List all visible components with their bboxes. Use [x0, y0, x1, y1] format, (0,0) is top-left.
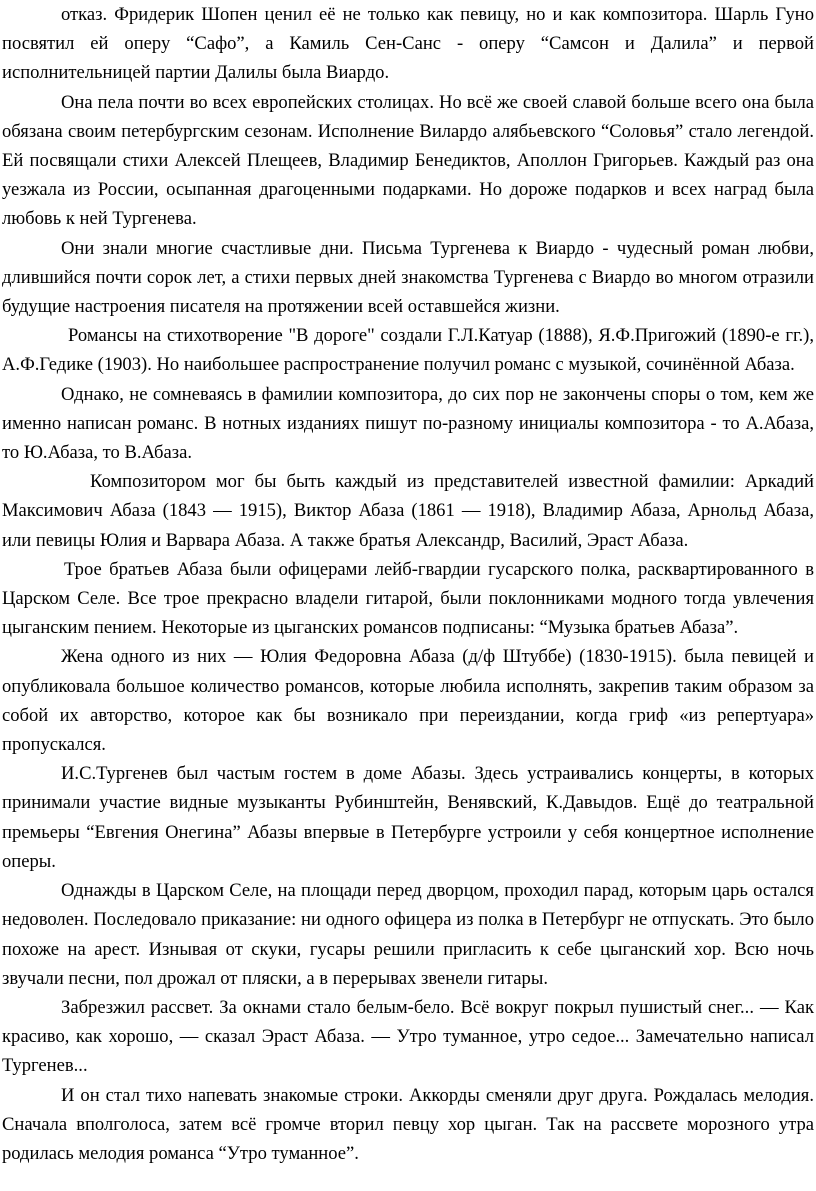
paragraph-10: Однажды в Царском Селе, на площади перед дворцом, проходил парад, которым царь остался недоволен. Последовало приказание: ни одного офицера из полка в Петербург не отпускать. Это было похоже на арест. Изнывая от скуки, гусары решили пригласить к себе цыганский хор. Всю ночь звучали песни, пол дрожал от пляски, а в перерывах звенели гитары.	[2, 880, 814, 989]
paragraph-11: Забрезжил рассвет. За окнами стало белым-бело. Всё вокруг покрыл пушистый снег... — Как красиво, как хорошо, — сказал Эраст Абаза. — Утро туманное, утро седое... Замечательно написал Тургенев...	[2, 996, 814, 1077]
paragraph-1: отказ. Фридерик Шопен ценил её не только как певицу, но и как композитора. Шарль Гуно посвятил ей оперу “Сафо”, а Камиль Сен-Санс - оперу “Самсон и Далила” и первой исполнительницей партии Далилы была Виардо.	[2, 4, 814, 84]
paragraph-5: Однако, не сомневаясь в фамилии композитора, до сих пор не закончены споры о том, кем же именно написан романс. В нотных изданиях пишут по-разному инициалы композитора - то А.Абаза, то Ю.Абаза, то В.Абаза.	[2, 383, 814, 464]
paragraph-8: Жена одного из них — Юлия Федоровна Абаза (д/ф Штуббе) (1830-1915). была певицей и опубликовала большое количество романсов, которые любила исполнять, закрепив таким образом за собой их авторство, которое как бы возникало при переиздании, когда гриф «из репертуара» пропускался.	[2, 646, 814, 756]
paragraph-4: Романсы на стихотворение "В дороге" создали Г.Л.Катуар (1888), Я.Ф.Пригожий (1890-е гг.), А.Ф.Гедике (1903). Но наибольшее распространение получил романс с музыкой, сочинённой Абаза.	[2, 325, 814, 376]
paragraph-6: Композитором мог бы быть каждый из представителей известной фамилии: Аркадий Максимович Абаза (1843 — 1915), Виктор Абаза (1861 — 1918), Владимир Абаза, Арнольд Абаза, или певицы Юлия и Варвара Абаза. А также братья Александр, Василий, Эраст Абаза.	[2, 471, 814, 551]
paragraph-3: Они знали многие счастливые дни. Письма Тургенева к Виардо - чудесный роман любви, длившийся почти сорок лет, а стихи первых дней знакомства Тургенева с Виардо во многом отразили будущие настроения писателя на протяжении всей оставшейся жизни.	[2, 237, 814, 318]
paragraph-12: И он стал тихо напевать знакомые строки. Аккорды сменяли друг друга. Рождалась мелодия. Сначала вполголоса, затем всё громче вторил певцу хор цыган. Так на рассвете морозного утра родилась мелодия романса “Утро туманное”.	[2, 1084, 814, 1164]
document-page	[2, 0, 814, 1168]
paragraph-2: Она пела почти во всех европейских столицах. Но всё же своей славой больше всего она была обязана своим петербургским сезонам. Исполнение Вилардо алябьевского “Соловья” стало легендой. Ей посвящали стихи Алексей Плещеев, Владимир Бенедиктов, Аполлон Григорьев. Каждый раз она уезжала из России, осыпанная драгоценными подарками. Но дороже подарков и всех наград была любовь к ней Тургенева.	[2, 91, 814, 230]
paragraph-7: Трое братьев Абаза были офицерами лейб-гвардии гусарского полка, расквартированного в Царском Селе. Все трое прекрасно владели гитарой, были поклонниками модного тогда увлечения цыганским пением. Некоторые из цыганских романсов подписаны: “Музыка братьев Абаза”.	[2, 558, 814, 639]
paragraph-9: И.С.Тургенев был частым гостем в доме Абазы. Здесь устраивались концерты, в которых принимали участие видные музыканты Рубинштейн, Венявский, К.Давыдов. Ещё до театральной премьеры “Евгения Онегина” Абазы впервые в Петербурге устроили у себя концертное исполнение оперы.	[2, 763, 814, 872]
